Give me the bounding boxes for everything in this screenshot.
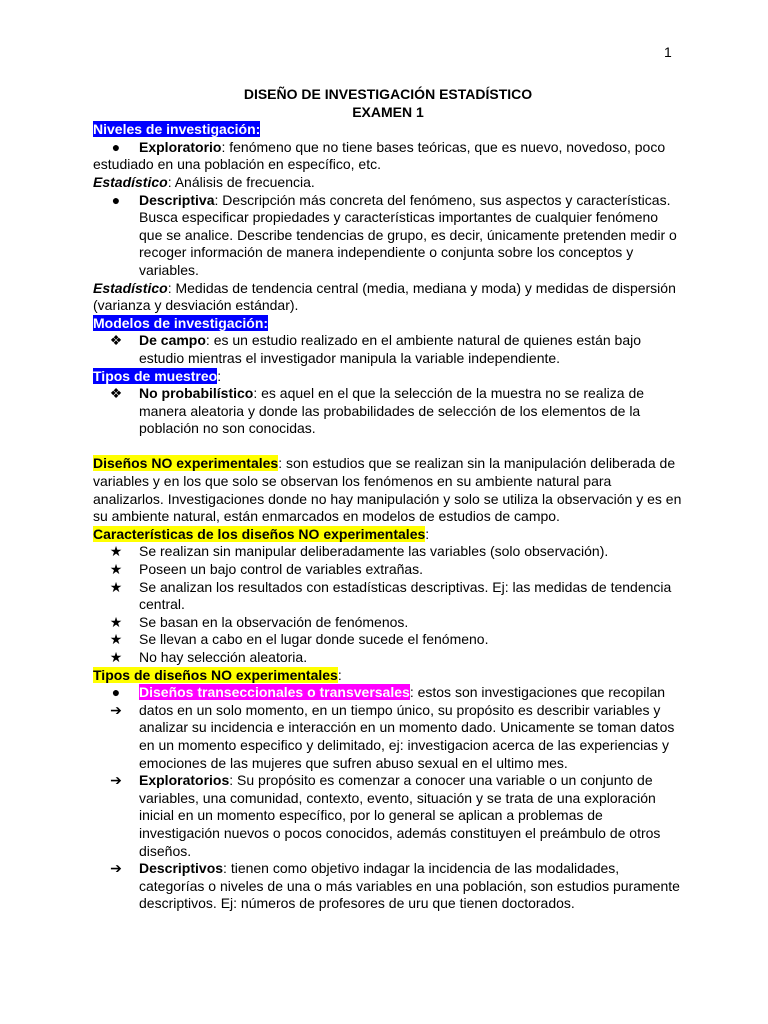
list-item-text: Se basan en la observación de fenómenos. (139, 613, 409, 630)
list-item (93, 385, 683, 438)
star-bullet-icon: ★ (109, 561, 123, 578)
arrow-bullet-icon: ➔ (110, 860, 122, 877)
document-subtitle: EXAMEN 1 (352, 103, 424, 120)
list-item-text: Poseen un bajo control de variables extrañas. (139, 561, 424, 578)
bullet-dot-icon: ● (111, 684, 121, 701)
list-item (93, 561, 683, 579)
list-item (93, 702, 683, 772)
term-de-campo: De campo (139, 332, 206, 349)
text-transeccionales-cont: datos en un solo momento, en un tiempo único, su propósito es describir variables y analizar su incidencia e interacción en un momento dado. Unicamente se toman datos en un momento especifico y delimitado, ej: investigacion acerca de las experiencias y emociones de las mujeres que sufren abuso sexual en el ultimo mes. (139, 701, 675, 771)
paragraph-estadistico-1 (93, 174, 683, 192)
list-item (93, 139, 683, 157)
term-transeccionales: Diseños transeccionales o transversales (139, 684, 410, 701)
list-item (93, 772, 683, 860)
list-item (93, 631, 683, 649)
section-modelos (93, 315, 683, 333)
heading-tipos: Tipos de diseños NO experimentales (93, 666, 338, 683)
spacer (93, 438, 683, 456)
heading-colon: : (217, 367, 222, 384)
term-descriptiva: Descriptiva (139, 191, 215, 208)
term-no-probabilistico: No probabilístico (139, 385, 254, 402)
list-item (93, 649, 683, 667)
heading-caracteristicas: Características de los diseños NO experimentales (93, 525, 426, 542)
section-tipos (93, 667, 683, 685)
list-item (93, 860, 683, 913)
paragraph-no-experimentales (93, 455, 683, 525)
list-item (93, 543, 683, 561)
arrow-bullet-icon: ➔ (110, 701, 122, 718)
bullet-dot-icon: ● (111, 138, 121, 155)
term-exploratorio: Exploratorio (139, 138, 222, 155)
text-exploratorios: : Su propósito es comenzar a conocer una variable o un conjunto de variables, una comunidad, contexto, evento, situación y se trata de una exploración inicial en un momento específico, por lo general se aplican a problemas de investigación nuevos o pocos conocidos, además constituyen el preámbulo de otros diseños. (139, 772, 661, 859)
page-number: 1 (664, 44, 672, 60)
list-item (93, 332, 683, 367)
list-item-text: Se llevan a cabo en el lugar donde sucede el fenómeno. (139, 631, 489, 648)
label-estadistico: Estadístico (93, 173, 168, 190)
list-item-text: No hay selección aleatoria. (139, 649, 308, 665)
label-estadistico: Estadístico (93, 279, 168, 296)
heading-muestreo: Tipos de muestreo (93, 367, 218, 384)
term-exploratorios: Exploratorios (139, 772, 230, 789)
text-de-campo: : es un estudio realizado en el ambiente natural de quienes están bajo estudio mientras el investigador manipula la variable independiente. (139, 332, 642, 366)
text-no-probabilistico: : es aquel en el que la selección de la muestra no se realiza de manera aleatoria y donde las probabilidades de selección de los elementos de la población no son conocidas. (139, 385, 645, 437)
list-item (93, 192, 683, 280)
text-transeccionales: : estos son investigaciones que recopilan (409, 684, 666, 701)
list-item (93, 684, 683, 702)
heading-no-experimentales: Diseños NO experimentales (93, 455, 279, 472)
diamond-bullet-icon: ❖ (109, 385, 123, 402)
document-title: DISEÑO DE INVESTIGACIÓN ESTADÍSTICO (243, 86, 533, 102)
text-descriptivos: : tienen como objetivo indagar la incidencia de las modalidades, categorías o niveles de una o más variables en una población, son estudios puramente descriptivos. Ej: números de profesores de uru que tienen doctorados. (139, 860, 680, 912)
section-niveles (93, 121, 683, 139)
list-item (93, 579, 683, 614)
heading-niveles: Niveles de investigación: (93, 121, 261, 138)
star-bullet-icon: ★ (109, 578, 123, 595)
paragraph-estadistico-2 (93, 280, 683, 315)
text-exploratorio-cont: estudiado en una población en específico, etc. (93, 156, 381, 173)
text-no-experimentales: : son estudios que se realizan sin la manipulación deliberada de variables y en los que solo se observan los fenómenos en su ambiente natural para analizarlos. Investigaciones donde no hay manipulación y solo se utiliza la observación y es en su ambiente natural, están enmarcados en modelos de estudios de campo. (93, 455, 682, 525)
list-item-text: Se analizan los resultados con estadísticas descriptivas. Ej: las medidas de tendencia central. (139, 578, 672, 613)
diamond-bullet-icon: ❖ (109, 332, 123, 349)
term-descriptivos: Descriptivos (139, 860, 224, 877)
star-bullet-icon: ★ (109, 543, 123, 560)
heading-colon: : (337, 666, 342, 683)
heading-colon: : (425, 525, 430, 542)
heading-modelos: Modelos de investigación: (93, 314, 269, 331)
text-exploratorio: : fenómeno que no tiene bases teóricas, que es nuevo, novedoso, poco (221, 138, 666, 155)
list-item-text: Se realizan sin manipular deliberadamente las variables (solo observación). (139, 543, 609, 560)
text-estadistico-2: : Medidas de tendencia central (media, mediana y moda) y medidas de dispersión (varianza y desviación estándar). (93, 279, 676, 314)
arrow-bullet-icon: ➔ (110, 772, 122, 789)
text-descriptiva: : Descripción más concreta del fenómeno, sus aspectos y características. Busca especificar propiedades y características importantes de cualquier fenómeno que se analice. Describe tendencias de grupo, es decir, únicamente pretenden medir o recoger información de manera independiente o conjunta sobre los conceptos y variables. (139, 191, 677, 278)
list-item (93, 614, 683, 632)
text-estadistico-1: : Análisis de frecuencia. (167, 173, 315, 190)
section-muestreo (93, 368, 683, 386)
section-caracteristicas (93, 526, 683, 544)
document-body (93, 86, 683, 913)
star-bullet-icon: ★ (109, 649, 123, 665)
star-bullet-icon: ★ (109, 613, 123, 630)
bullet-dot-icon: ● (111, 191, 121, 208)
star-bullet-icon: ★ (109, 631, 123, 648)
